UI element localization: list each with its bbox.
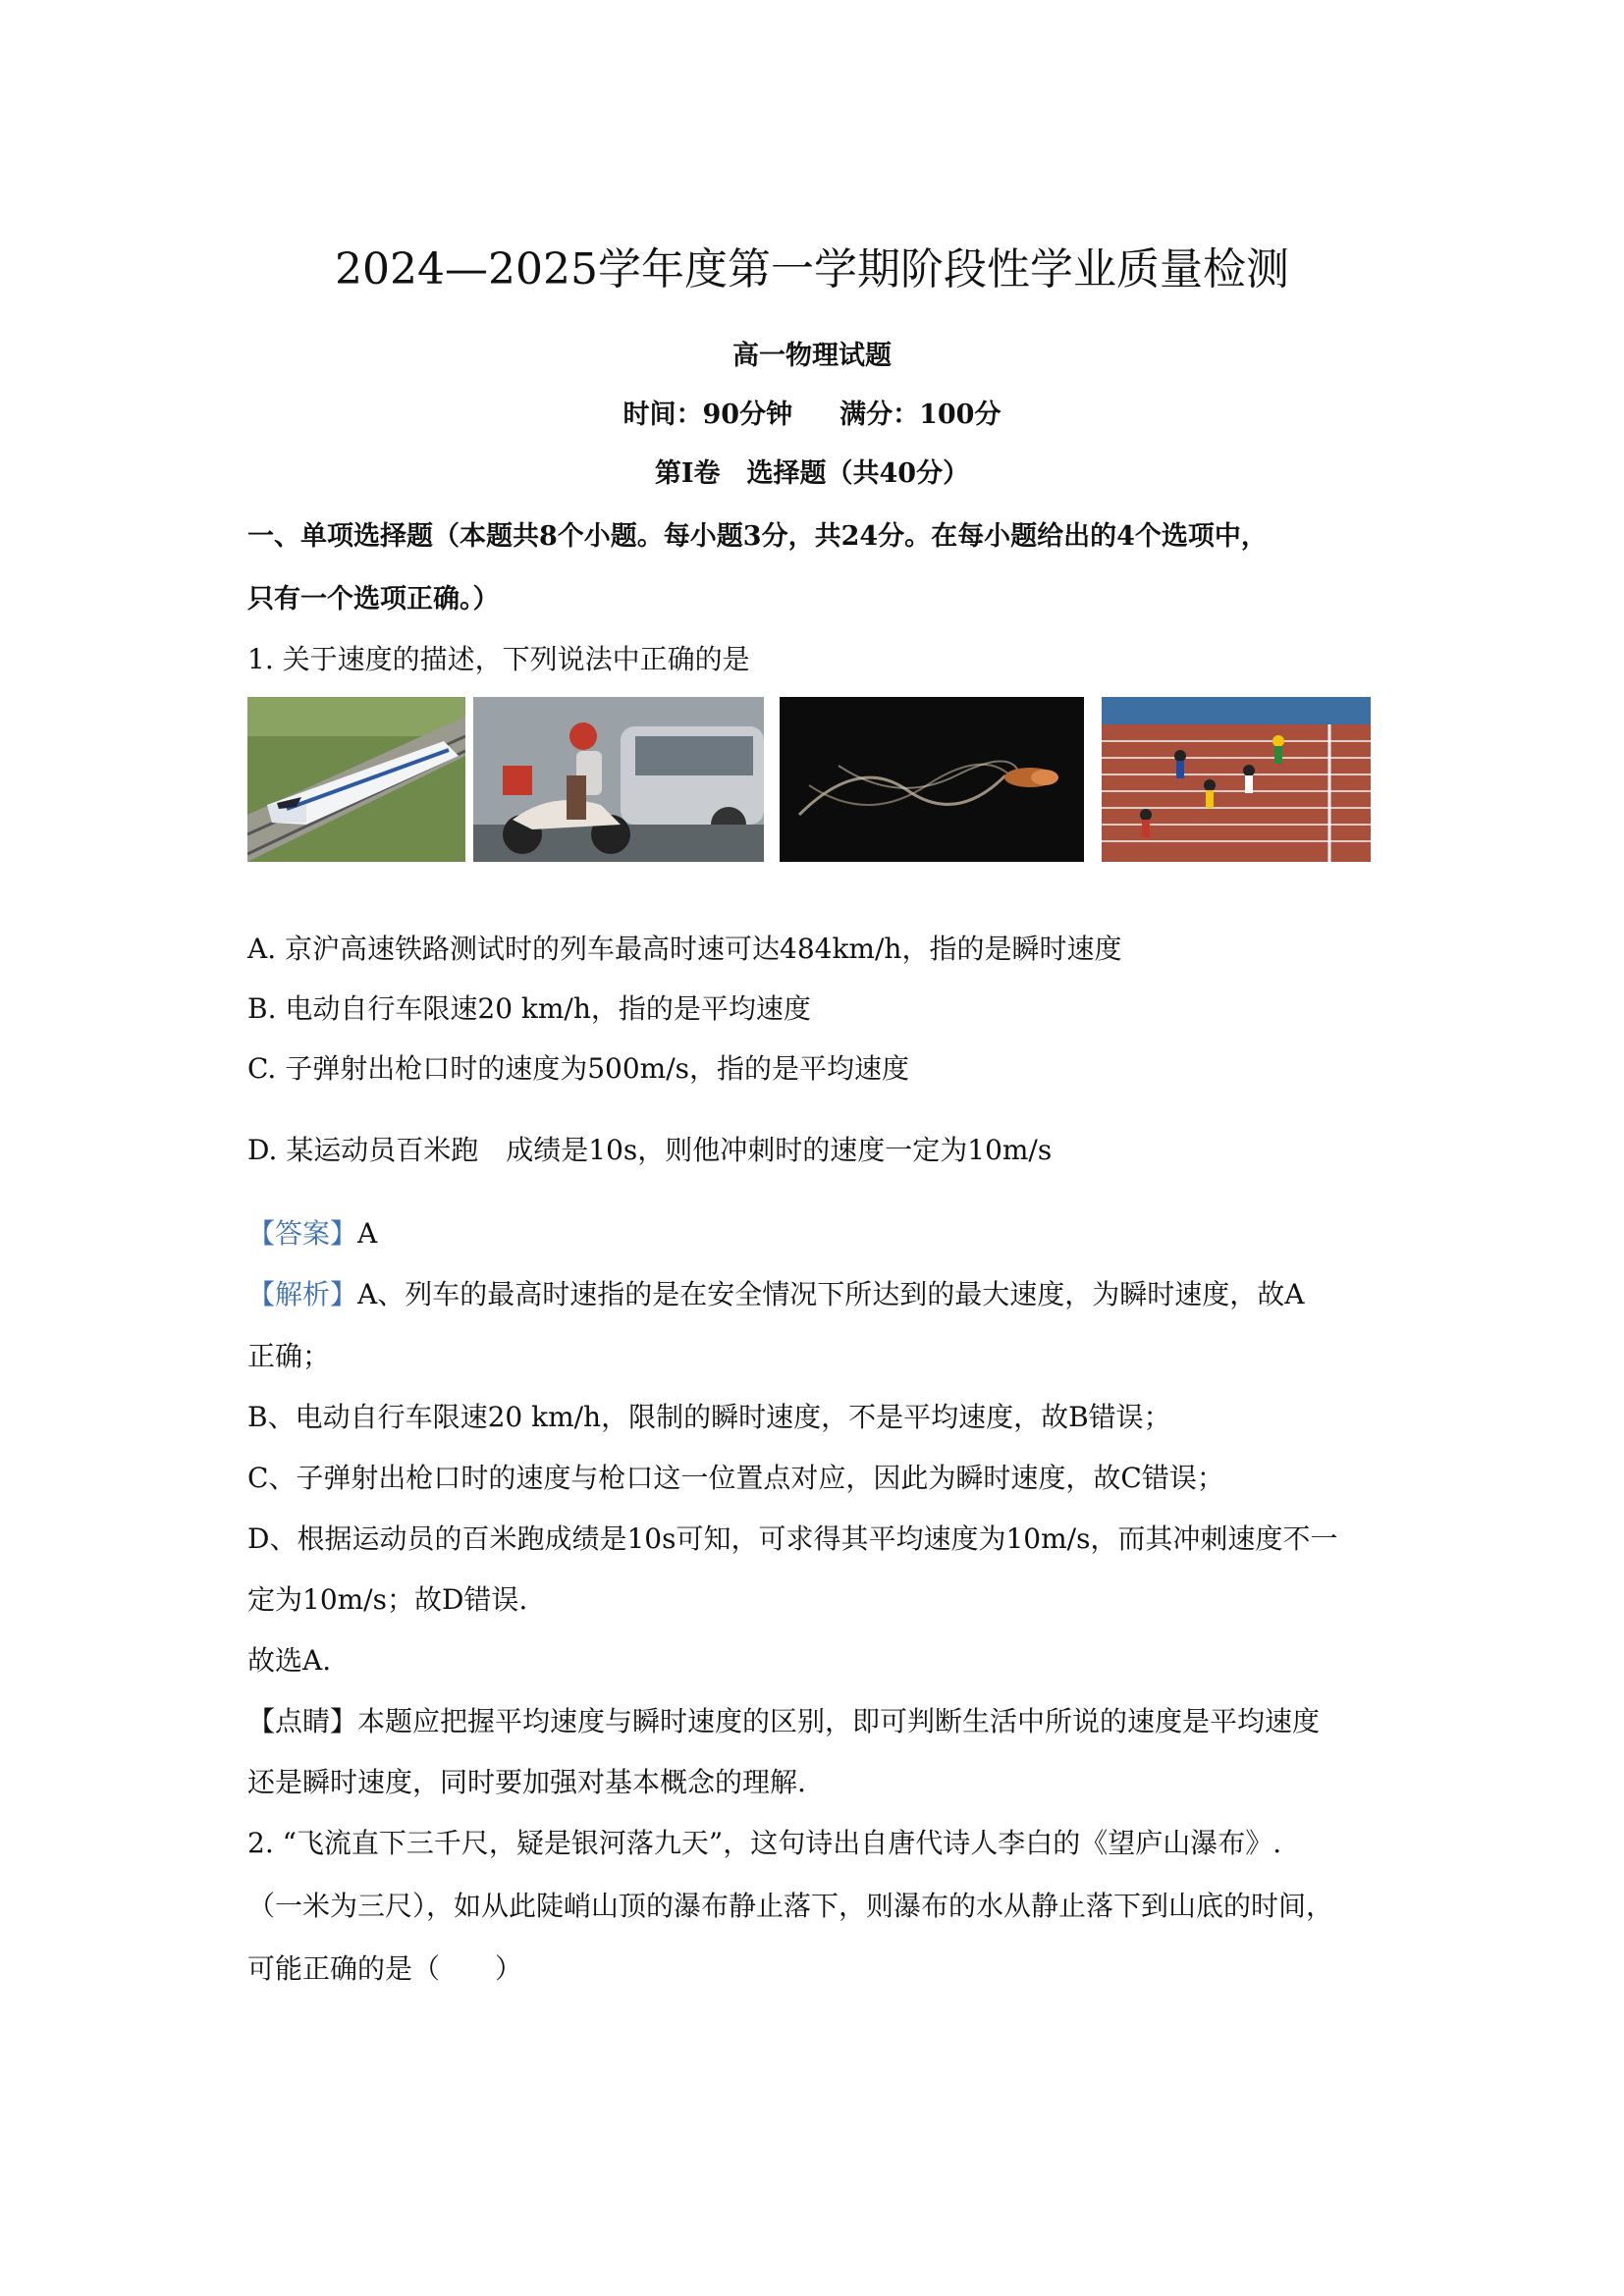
electric-scooter-photo <box>473 697 764 862</box>
q1-analysis-c: C、子弹射出枪口时的速度与枪口这一位置点对应，因此为瞬时速度，故C错误； <box>247 1462 1224 1494</box>
q1-analysis-d-1: D、根据运动员的百米跑成绩是10s可知，可求得其平均速度为10m/s，而其冲刺速度不一 <box>247 1522 1338 1555</box>
high-speed-train-photo <box>247 697 465 862</box>
time-info: 时间：90分钟 <box>623 400 793 430</box>
comment-text: 本题应把握平均速度与瞬时速度的区别，即可判断生活中所说的速度是平均速度 <box>357 1705 1321 1737</box>
answer-tag: 【答案】 <box>247 1217 358 1250</box>
q1-conclusion: 故选A. <box>247 1644 332 1677</box>
q1-option-c: C. 子弹射出枪口时的速度为500m/s，指的是平均速度 <box>247 1052 910 1085</box>
q1-comment-line-1 <box>247 1700 1320 1739</box>
q1-analysis-line-2: 正确； <box>247 1340 331 1372</box>
q1-answer <box>247 1212 377 1252</box>
bullet-photo <box>780 697 1084 862</box>
q1-option-a: A. 京沪高速铁路测试时的列车最高时速可达484km/h，指的是瞬时速度 <box>247 933 1122 965</box>
instructions-line-1: 一、单项选择题（本题共8个小题。每小题3分，共24分。在每小题给出的4个选项中， <box>247 521 1268 552</box>
q2-line-2: （一米为三尺），如从此陡峭山顶的瀑布静止落下，则瀑布的水从静止落下到山底的时间， <box>247 1890 1334 1922</box>
score-info: 满分：100分 <box>839 400 1001 430</box>
q1-option-d: D. 某运动员百米跑 成绩是10s，则他冲刺时的速度一定为10m/s <box>247 1134 1053 1166</box>
q1-analysis-d-2: 定为10m/s；故D错误. <box>247 1583 528 1616</box>
exam-subtitle: 高一物理试题 <box>732 341 892 371</box>
exam-title: 2024—2025学年度第一学期阶段性学业质量检测 <box>335 244 1289 294</box>
exam-time-score <box>0 393 1624 431</box>
analysis-text: A、列车的最高时速指的是在安全情况下所达到的最大速度，为瞬时速度，故A <box>357 1278 1305 1310</box>
q2-line-1: 2. “飞流直下三千尺，疑是银河落九天”，这句诗出自唐代诗人李白的《望庐山瀑布》. <box>247 1827 1282 1859</box>
q1-analysis-line-1 <box>247 1273 1304 1312</box>
analysis-tag: 【解析】 <box>247 1278 358 1310</box>
comment-tag: 【点睛】 <box>247 1705 358 1737</box>
answer-value: A <box>357 1217 378 1250</box>
q2-line-3: 可能正确的是（ ） <box>247 1952 523 1985</box>
q1-stem: 1. 关于速度的描述，下列说法中正确的是 <box>247 643 750 675</box>
q1-comment-line-2: 还是瞬时速度，同时要加强对基本概念的理解. <box>247 1766 806 1798</box>
q1-option-b: B. 电动自行车限速20 km/h，指的是平均速度 <box>247 992 811 1025</box>
q1-analysis-b: B、电动自行车限速20 km/h，限制的瞬时速度，不是平均速度，故B错误； <box>247 1401 1171 1433</box>
instructions-line-2: 只有一个选项正确。） <box>247 584 500 614</box>
sprint-race-photo <box>1102 697 1371 862</box>
section-heading: 第Ⅰ卷 选择题（共40分） <box>654 458 970 489</box>
